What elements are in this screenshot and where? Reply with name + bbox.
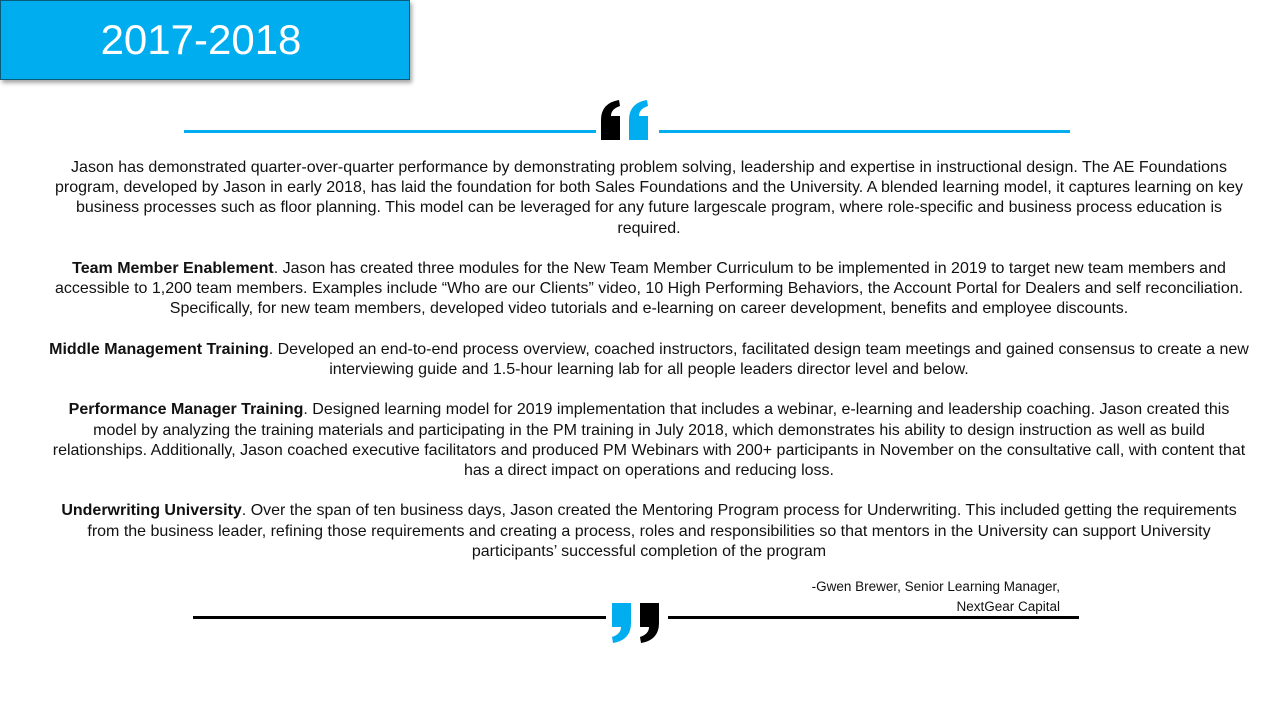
top-divider-right — [659, 130, 1070, 133]
open-quote-icon — [598, 98, 654, 142]
section-text: . Developed an end-to-end process overview, coached instructors, facilitated design team meetings and gained consensus to create a new interviewing guide and 1.5-hour learning lab for all people leaders director level and below. — [268, 340, 1249, 378]
section-heading: Team Member Enablement — [72, 260, 274, 277]
section-heading: Middle Management Training — [49, 340, 269, 358]
section-paragraph — [45, 400, 1253, 481]
section-text: . Over the span of ten business days, Jason created the Mentoring Program process for Underwriting. This included getting the requirements from the business leader, refining those requirements and creating a process, roles and responsibilities so that mentors in the University can support University participants’ successful completion of the program — [87, 502, 1237, 560]
bottom-divider-right — [668, 616, 1079, 619]
attribution — [812, 577, 1060, 617]
attribution-company: NextGear Capital — [956, 599, 1060, 614]
year-title: 2017-2018 — [100, 16, 302, 63]
intro-paragraph: Jason has demonstrated quarter-over-quarter performance by demonstrating problem solving, leadership and expertise in instructional design. The AE Foundations program, developed by Jason in early 2018, has laid the foundation for both Sales Foundations and the University. A blended learning model, it captures learning on key business processes such as floor planning. This model can be leveraged for any future largescale program, where role-specific and business process education is required. — [54, 159, 1243, 237]
year-banner — [0, 0, 410, 80]
close-quote-icon — [609, 601, 665, 645]
section-text: . Designed learning model for 2019 implementation that includes a webinar, e-learning and leadership coaching. Jason created this model by analyzing the training materials and participating in the PM training in July 2018, which demonstrates his ability to design instruction as well as build relationships. Additionally, Jason coached executive facilitators and produced PM Webinars with 200+ participants in November on the consultative call, with content that has a direct impact on operations and reducing loss. — [52, 401, 1246, 479]
section-heading: Underwriting University — [61, 502, 242, 520]
bottom-divider-left — [193, 616, 606, 619]
testimonial-body — [45, 158, 1253, 582]
top-divider-left — [184, 130, 596, 133]
section-paragraph — [45, 501, 1253, 562]
attribution-name: -Gwen Brewer, Senior Learning Manager, — [811, 579, 1060, 594]
section-heading: Performance Manager Training — [68, 401, 304, 419]
section-paragraph — [45, 259, 1253, 320]
section-text: . Jason has created three modules for the New Team Member Curriculum to be implemented in 2019 to target new team members and accessible to 1,200 team members. Examples include “Who are our Clients” video, 10 High Performing Behaviors, the Account Portal for Dealers and self reconciliation. Specifically, for new team members, developed video tutorials and e-learning on career development, benefits and employee discounts. — [54, 260, 1244, 318]
section-paragraph — [45, 340, 1253, 380]
